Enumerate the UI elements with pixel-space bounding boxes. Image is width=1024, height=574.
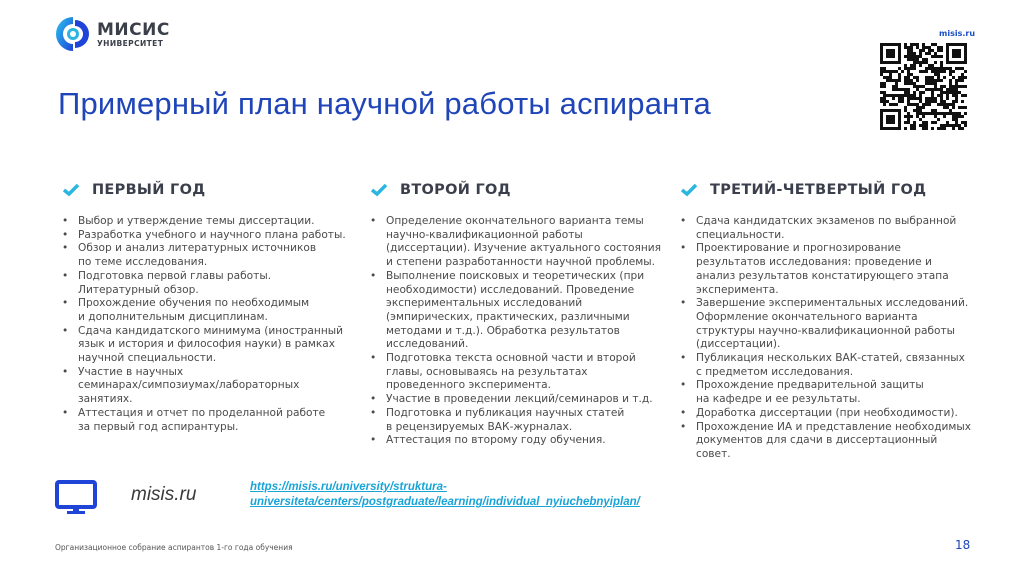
list-item-text: Подготовка первой главы работы. Литературный обзор.	[78, 269, 272, 296]
bullet: •	[680, 215, 687, 227]
list-item-text: Аттестация по второму году обучения.	[386, 434, 606, 447]
bullet: •	[370, 434, 377, 447]
list-item	[370, 393, 661, 407]
logo-subtitle: УНИВЕРСИТЕТ	[97, 38, 164, 48]
bullet: •	[62, 215, 69, 227]
bullet: •	[62, 365, 69, 378]
list-item	[680, 215, 971, 242]
list-item	[370, 270, 661, 352]
list-item-text: Прохождение ИА и представление необходимых документов для сдачи в диссертационный совет.	[696, 420, 972, 460]
list-item-text: Подготовка и публикация научных статей в рецензируемых ВАК-журналах.	[386, 406, 625, 433]
bullet: •	[370, 269, 377, 282]
list-item	[370, 215, 661, 270]
list-item	[62, 407, 346, 434]
list-item-text: Участие в научных семинарах/симпозиумах/лабораторных занятиях.	[78, 365, 300, 406]
bullet: •	[62, 297, 69, 310]
list-item	[680, 421, 971, 462]
monitor-icon	[55, 480, 97, 516]
list-item-text: Публикация нескольких ВАК-статей, связанных с предметом исследования.	[696, 352, 965, 378]
list-item-text: Участие в проведении лекций/семинаров и т.д.	[386, 393, 653, 406]
list-item-text: Доработка диссертации (при необходимости).	[696, 406, 958, 419]
list-item	[62, 270, 346, 297]
bullet: •	[370, 406, 377, 419]
list-item-text: Прохождение предварительной защиты на кафедре и ее результаты.	[696, 379, 924, 406]
column-3	[680, 180, 971, 462]
item-list	[370, 215, 661, 448]
list-item	[680, 379, 971, 406]
bullet: •	[62, 228, 69, 241]
misis-logo	[55, 14, 170, 54]
bullet: •	[370, 393, 377, 406]
page-number: 18	[955, 538, 971, 552]
check-icon	[680, 183, 698, 197]
column-1	[62, 180, 346, 434]
list-item	[680, 407, 971, 421]
list-item	[62, 229, 346, 243]
bullet: •	[680, 420, 687, 433]
bullet: •	[62, 324, 69, 337]
list-item-text: Прохождение обучения по необходимым и дополнительным дисциплинам.	[78, 297, 310, 323]
list-item	[370, 352, 661, 393]
plan-link[interactable]: https://misis.ru/university/struktura- universiteta/centers/postgraduate/learning/individual_nyiuchebnyiplan/	[250, 481, 640, 508]
list-item	[62, 242, 346, 269]
list-item-text: Проектирование и прогнозирование результатов исследования: проведение и анализ результатов констатирующего этапа эксперимента.	[696, 242, 949, 296]
list-item	[370, 407, 661, 434]
list-item	[62, 366, 346, 407]
check-icon	[370, 183, 388, 197]
bullet: •	[62, 242, 69, 255]
column-2	[370, 180, 661, 448]
list-item	[370, 434, 661, 448]
list-item	[680, 242, 971, 297]
list-item	[680, 297, 971, 352]
footer-site: misis.ru	[131, 484, 197, 505]
list-item-text: Определение окончательного варианта темы научно-квалификационной работы (диссертации). Изучение актуального состояния и степени разработанности научной проблемы.	[386, 215, 662, 269]
list-item-text: Завершение экспериментальных исследований. Оформление окончательного варианта структуры научно-квалификационной работы (диссертации).	[696, 297, 969, 351]
list-item-text: Сдача кандидатских экзаменов по выбранной специальности.	[696, 215, 957, 241]
list-item-text: Подготовка текста основной части и второй главы, основываясь на результатах проведенного эксперимента.	[386, 352, 636, 392]
list-item	[62, 325, 346, 366]
qr-code[interactable]	[880, 43, 967, 130]
list-item-text: Выбор и утверждение темы диссертации.	[78, 215, 315, 227]
bullet: •	[680, 297, 687, 310]
logo-mark-icon	[55, 14, 91, 54]
bullet: •	[62, 406, 69, 419]
check-icon	[62, 183, 80, 197]
list-item	[680, 352, 971, 379]
column-title: ТРЕТИЙ-ЧЕТВЕРТЫЙ ГОД	[710, 182, 927, 198]
column-title: ВТОРОЙ ГОД	[400, 182, 511, 198]
item-list	[62, 215, 346, 434]
list-item-text: Аттестация и отчет по проделанной работе за первый год аспирантуры.	[78, 406, 326, 433]
list-item-text: Выполнение поисковых и теоретических (при необходимости) исследований. Проведение экспериментальных исследований (эмпирических, практических, различными методами и т.д.). Обработка результатов исследований.	[386, 269, 645, 351]
bullet: •	[62, 269, 69, 282]
bullet: •	[680, 406, 687, 419]
bullet: •	[370, 215, 377, 227]
list-item-text: Сдача кандидатского минимума (иностранный язык и история и философия науки) в рамках научной специальности.	[78, 324, 344, 365]
bullet: •	[680, 242, 687, 255]
list-item-text: Обзор и анализ литературных источников по теме исследования.	[78, 242, 317, 269]
list-item	[62, 215, 346, 229]
column-title: ПЕРВЫЙ ГОД	[92, 182, 206, 198]
site-label-top: misis.ru	[939, 29, 976, 38]
footer-text: Организационное собрание аспирантов 1-го года обучения	[55, 543, 293, 552]
list-item-text: Разработка учебного и научного плана работы.	[78, 228, 346, 241]
bullet: •	[370, 352, 377, 365]
logo-name: МИСИС	[97, 19, 170, 40]
bullet: •	[680, 379, 687, 392]
list-item	[62, 297, 346, 324]
bullet: •	[680, 352, 687, 365]
item-list	[680, 215, 971, 462]
page-title: Примерный план научной работы аспиранта	[58, 86, 711, 121]
